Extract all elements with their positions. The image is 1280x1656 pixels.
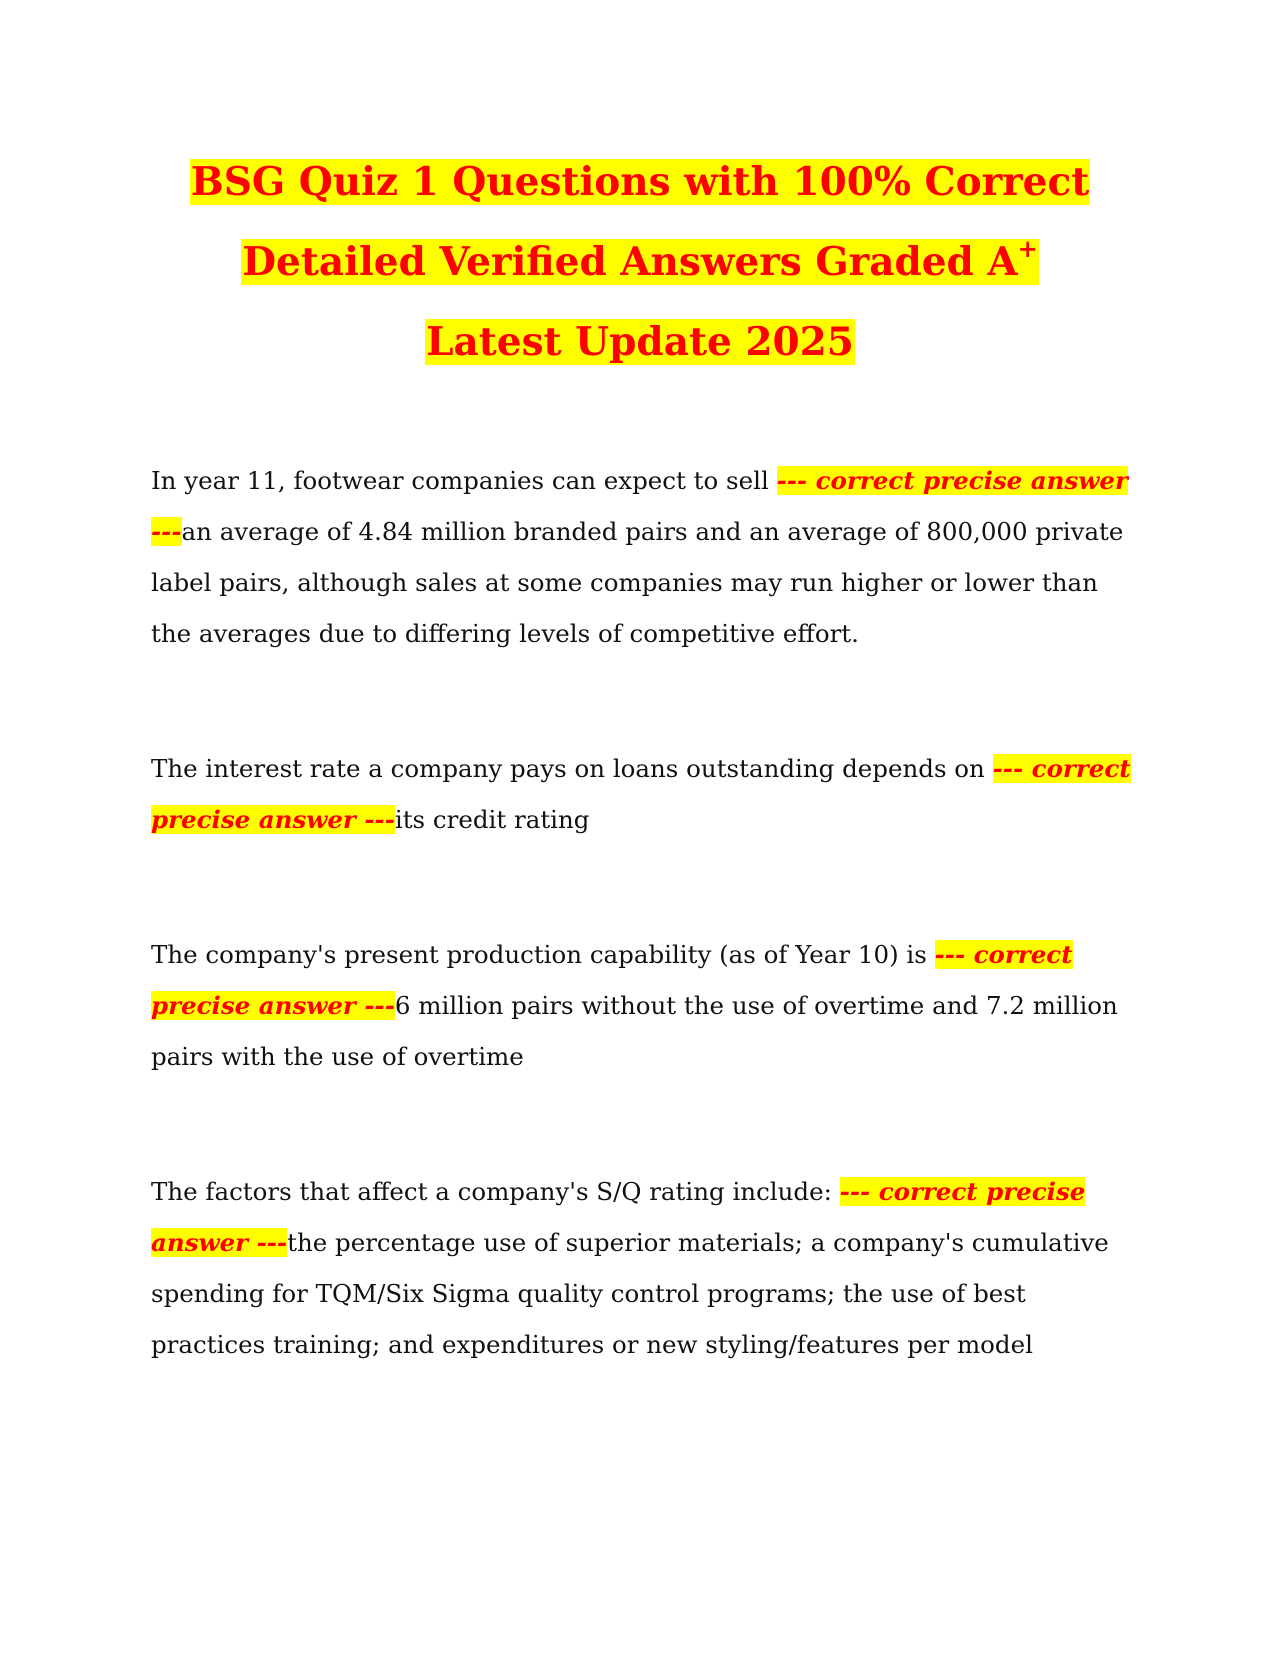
title-line-2: Detailed Verified Answers Graded A+ <box>242 234 1038 285</box>
answer-text: the percentage use of superior materials; a company's cumulative spending for TQM/Six Sigma quality control programs; the use of best practices training; and expenditures or new styling/features per model <box>151 1228 1109 1359</box>
question-text: The interest rate a company pays on loans outstanding depends on <box>151 754 993 783</box>
grade-plus-superscript: + <box>1017 234 1038 263</box>
answer-marker: --- correct precise answer --- <box>151 1177 1086 1257</box>
answer-marker: --- correct precise answer --- <box>151 940 1073 1020</box>
qa-item-3 <box>151 929 1141 1082</box>
answer-marker: --- correct precise answer --- <box>151 754 1131 834</box>
qa-item-2 <box>151 743 1141 845</box>
answer-text: its credit rating <box>394 805 590 834</box>
qa-item-4 <box>151 1166 1141 1370</box>
qa-item-1 <box>151 455 1141 659</box>
question-text: The company's present production capability (as of Year 10) is <box>151 940 935 969</box>
question-text: The factors that affect a company's S/Q rating include: <box>151 1177 840 1206</box>
title-line-3: Latest Update 2025 <box>426 319 854 365</box>
answer-marker: --- correct precise answer --- <box>151 466 1128 546</box>
question-text: In year 11, footwear companies can expect to sell <box>151 466 777 495</box>
answer-text: an average of 4.84 million branded pairs and an average of 800,000 private label pairs, although sales at some companies may run higher or lower than the averages due to differing levels of competitive effort. <box>151 517 1124 648</box>
answer-text: 6 million pairs without the use of overtime and 7.2 million pairs with the use of overtime <box>151 991 1118 1071</box>
document-body <box>151 455 1141 1370</box>
title-line-1: BSG Quiz 1 Questions with 100% Correct <box>190 159 1090 205</box>
document-title <box>150 142 1130 382</box>
